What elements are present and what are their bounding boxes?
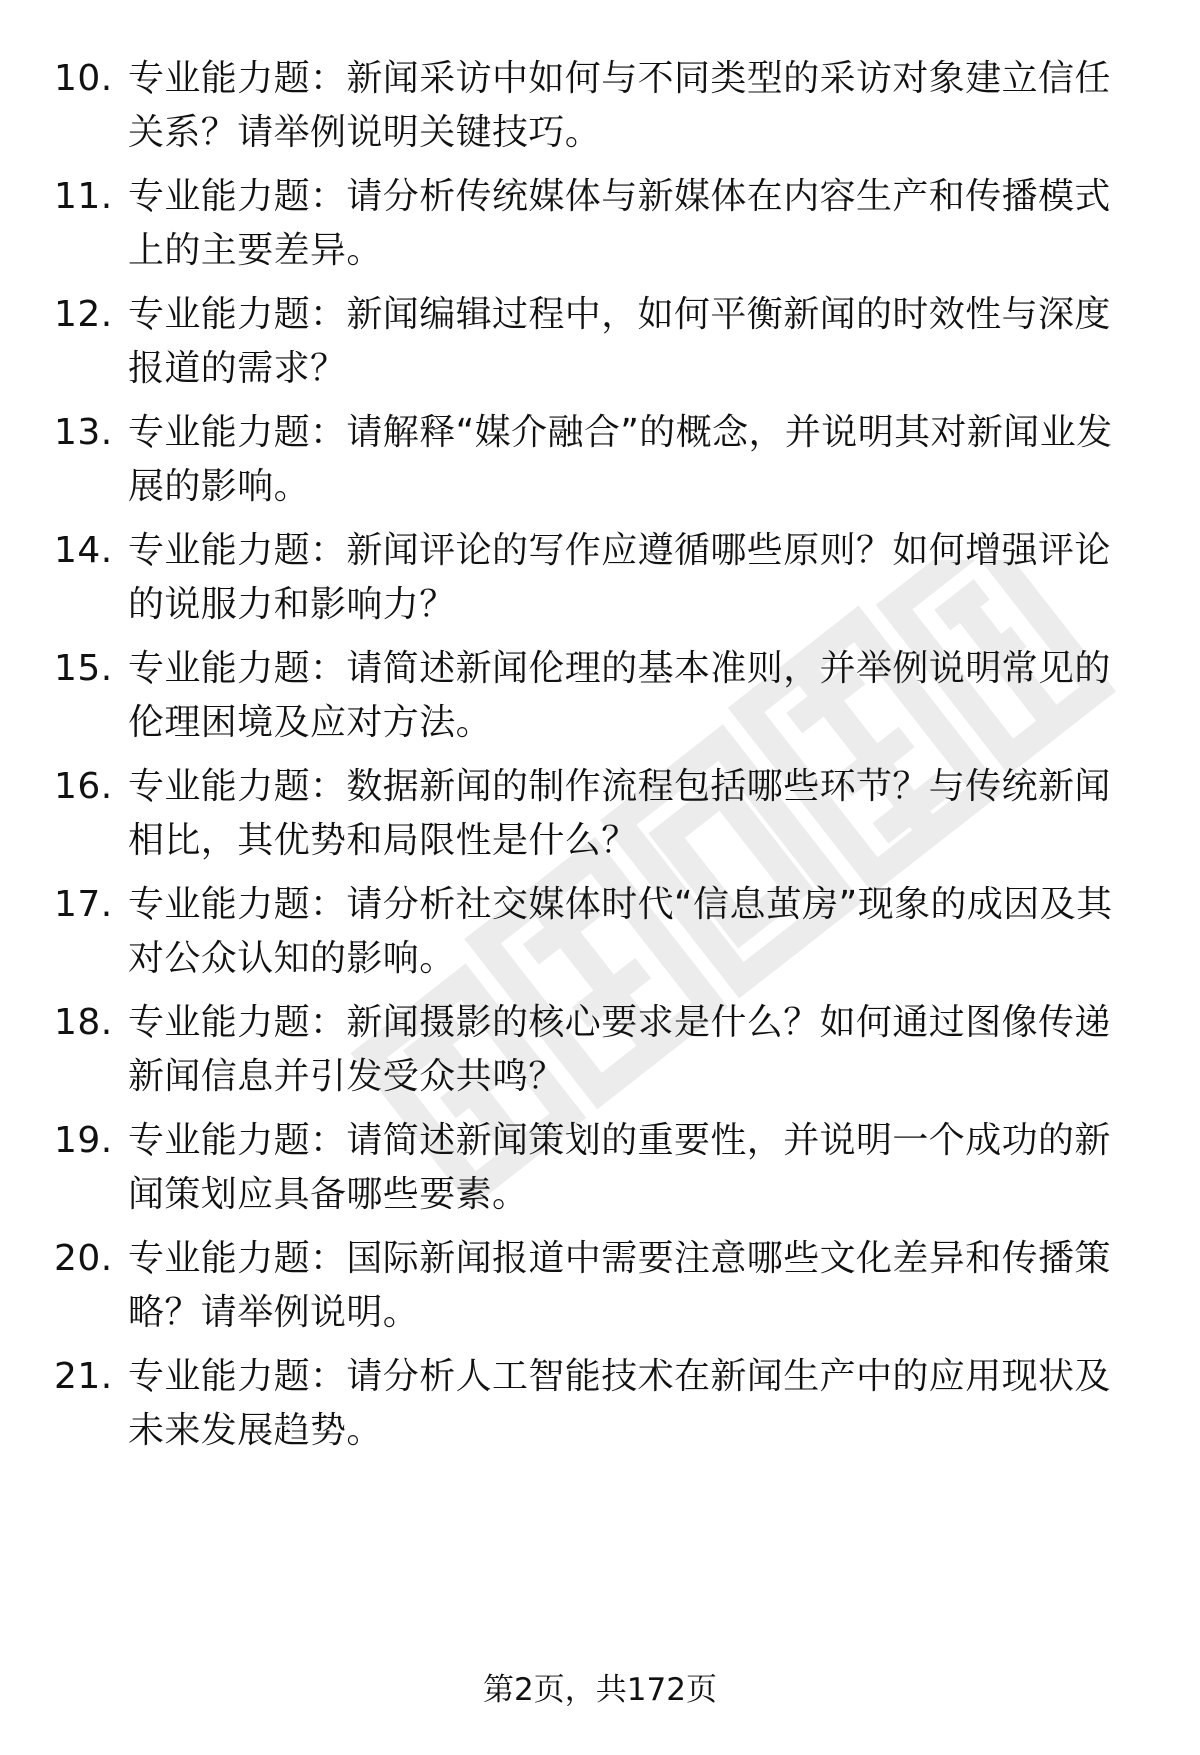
question-item — [0, 1114, 1200, 1234]
question-item — [0, 170, 1200, 290]
question-number: 17. — [54, 884, 113, 925]
question-text: 专业能力题：新闻采访中如何与不同类型的采访对象建立信任关系？请举例说明关键技巧。 — [128, 58, 1111, 153]
question-item — [0, 524, 1200, 644]
question-item — [0, 1350, 1200, 1470]
question-item — [0, 1232, 1200, 1352]
question-text: 专业能力题：请简述新闻策划的重要性，并说明一个成功的新闻策划应具备哪些要素。 — [128, 1120, 1111, 1215]
question-text: 专业能力题：请分析传统媒体与新媒体在内容生产和传播模式上的主要差异。 — [128, 176, 1111, 271]
question-text: 专业能力题：国际新闻报道中需要注意哪些文化差异和传播策略？请举例说明。 — [128, 1238, 1111, 1333]
question-number: 16. — [54, 766, 113, 807]
question-number: 20. — [54, 1238, 113, 1279]
question-item — [0, 288, 1200, 408]
question-number: 14. — [54, 530, 113, 571]
question-number: 10. — [54, 58, 113, 99]
question-text: 专业能力题：新闻摄影的核心要求是什么？如何通过图像传递新闻信息并引发受众共鸣？ — [128, 1002, 1111, 1097]
question-item — [0, 642, 1200, 762]
question-item — [0, 52, 1200, 172]
question-number: 12. — [54, 294, 113, 335]
question-number: 15. — [54, 648, 113, 689]
question-text: 专业能力题：请简述新闻伦理的基本准则，并举例说明常见的伦理困境及应对方法。 — [128, 648, 1111, 743]
question-text: 专业能力题：新闻评论的写作应遵循哪些原则？如何增强评论的说服力和影响力？ — [128, 530, 1111, 625]
question-number: 21. — [54, 1356, 113, 1397]
question-text: 专业能力题：新闻编辑过程中，如何平衡新闻的时效性与深度报道的需求？ — [128, 294, 1111, 389]
question-item — [0, 996, 1200, 1116]
question-number: 18. — [54, 1002, 113, 1043]
question-text: 专业能力题：请分析人工智能技术在新闻生产中的应用现状及未来发展趋势。 — [128, 1356, 1111, 1451]
question-item — [0, 760, 1200, 880]
question-number: 13. — [54, 412, 113, 453]
question-item — [0, 406, 1200, 526]
question-item — [0, 878, 1200, 998]
question-number: 11. — [54, 176, 113, 217]
question-number: 19. — [54, 1120, 113, 1161]
page-footer: 第2页，共172页 — [483, 1672, 717, 1708]
question-text: 专业能力题：请分析社交媒体时代“信息茧房”现象的成因及其对公众认知的影响。 — [128, 884, 1113, 979]
question-text: 专业能力题：请解释“媒介融合”的概念，并说明其对新闻业发展的影响。 — [128, 412, 1113, 507]
question-text: 专业能力题：数据新闻的制作流程包括哪些环节？与传统新闻相比，其优势和局限性是什么？ — [128, 766, 1111, 861]
